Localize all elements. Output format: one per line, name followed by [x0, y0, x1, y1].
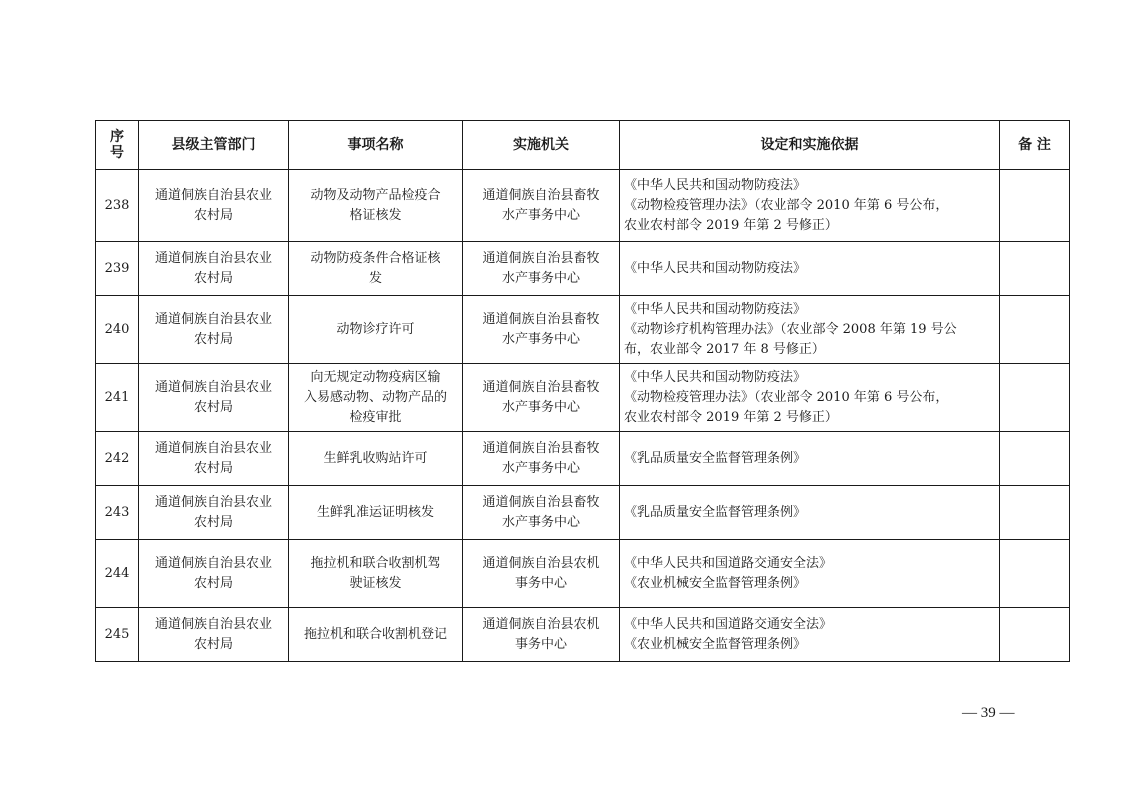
header-remark: 备 注 [1000, 121, 1070, 170]
cell-dept [139, 432, 289, 486]
cell-dept-line: 农村局 [193, 460, 233, 476]
cell-agency-line: 通道侗族自治县畜牧 [482, 494, 600, 510]
cell-item-line: 入易感动物、动物产品的 [303, 389, 447, 405]
cell-agency [463, 608, 620, 662]
cell-dept-line: 农村局 [193, 514, 233, 530]
cell-agency [463, 540, 620, 608]
cell-dept-line: 农村局 [193, 575, 233, 591]
cell-basis [620, 296, 1000, 364]
header-agency: 实施机关 [463, 121, 620, 170]
cell-seq: 238 [96, 170, 139, 242]
cell-item-line: 动物防疫条件合格证核 [310, 250, 441, 266]
cell-seq: 244 [96, 540, 139, 608]
cell-dept-line: 通道侗族自治县农业 [154, 187, 272, 203]
table-row [96, 486, 1070, 540]
cell-remark [1000, 432, 1070, 486]
cell-dept-line: 通道侗族自治县农业 [154, 440, 272, 456]
cell-agency-line: 通道侗族自治县农机 [482, 616, 600, 632]
cell-dept-line: 农村局 [193, 331, 233, 347]
cell-item-line: 拖拉机和联合收割机驾 [310, 555, 441, 571]
cell-dept-line: 农村局 [193, 399, 233, 415]
cell-basis-line: 《中华人民共和国道路交通安全法》 [624, 555, 833, 571]
table-row [96, 364, 1070, 432]
cell-dept-line: 通道侗族自治县农业 [154, 379, 272, 395]
cell-item-line: 动物及动物产品检疫合 [310, 187, 441, 203]
cell-basis-line: 《中华人民共和国道路交通安全法》 [624, 616, 833, 632]
cell-dept-line: 农村局 [193, 636, 233, 652]
header-item: 事项名称 [289, 121, 463, 170]
table-row [96, 296, 1070, 364]
cell-basis-line: 布，农业部令 2017 年 8 号修正） [624, 341, 825, 357]
cell-agency-line: 通道侗族自治县畜牧 [482, 311, 600, 327]
cell-item-line: 发 [368, 270, 382, 286]
cell-dept-line: 农村局 [193, 270, 233, 286]
cell-agency-line: 水产事务中心 [501, 331, 580, 347]
cell-agency-line: 水产事务中心 [501, 514, 580, 530]
table-row [96, 608, 1070, 662]
cell-basis-line: 《农业机械安全监督管理条例》 [624, 575, 807, 591]
cell-seq: 239 [96, 242, 139, 296]
cell-item [289, 486, 463, 540]
cell-agency-line: 事务中心 [514, 575, 567, 591]
cell-item-line: 检疫审批 [349, 409, 402, 425]
cell-dept-line: 通道侗族自治县农业 [154, 250, 272, 266]
items-table [95, 120, 1070, 662]
cell-item [289, 242, 463, 296]
cell-dept [139, 242, 289, 296]
cell-agency [463, 170, 620, 242]
cell-basis [620, 540, 1000, 608]
cell-basis-line: 农业农村部令 2019 年第 2 号修正） [624, 409, 838, 425]
cell-dept-line: 通道侗族自治县农业 [154, 555, 272, 571]
cell-remark [1000, 486, 1070, 540]
cell-basis [620, 364, 1000, 432]
cell-seq: 245 [96, 608, 139, 662]
cell-item [289, 296, 463, 364]
cell-item-line: 生鲜乳收购站许可 [323, 450, 428, 466]
cell-basis-line: 《动物检疫管理办法》（农业部令 2010 年第 6 号公布， [624, 197, 949, 213]
cell-basis-line: 《乳品质量安全监督管理条例》 [624, 504, 807, 520]
cell-item [289, 364, 463, 432]
cell-basis-line: 《中华人民共和国动物防疫法》 [624, 301, 807, 317]
cell-dept [139, 296, 289, 364]
cell-agency [463, 486, 620, 540]
cell-basis [620, 242, 1000, 296]
table-row [96, 540, 1070, 608]
cell-agency-line: 通道侗族自治县畜牧 [482, 379, 600, 395]
cell-basis-line: 农业农村部令 2019 年第 2 号修正） [624, 217, 838, 233]
cell-agency-line: 通道侗族自治县畜牧 [482, 187, 600, 203]
cell-remark [1000, 540, 1070, 608]
cell-basis-line: 《中华人民共和国动物防疫法》 [624, 369, 807, 385]
table-row [96, 170, 1070, 242]
page-number: — 39 — [962, 705, 1015, 721]
cell-remark [1000, 364, 1070, 432]
table-body [96, 170, 1070, 662]
cell-item [289, 540, 463, 608]
cell-basis-line: 《中华人民共和国动物防疫法》 [624, 260, 807, 276]
cell-agency-line: 水产事务中心 [501, 399, 580, 415]
cell-item-line: 拖拉机和联合收割机登记 [303, 626, 447, 642]
cell-basis [620, 486, 1000, 540]
cell-dept [139, 486, 289, 540]
cell-agency-line: 水产事务中心 [501, 270, 580, 286]
cell-basis [620, 170, 1000, 242]
cell-remark [1000, 170, 1070, 242]
cell-item [289, 608, 463, 662]
cell-agency [463, 296, 620, 364]
cell-agency-line: 事务中心 [514, 636, 567, 652]
header-dept: 县级主管部门 [139, 121, 289, 170]
cell-basis-line: 《动物检疫管理办法》（农业部令 2010 年第 6 号公布， [624, 389, 949, 405]
table-row [96, 432, 1070, 486]
cell-basis-line: 《乳品质量安全监督管理条例》 [624, 450, 807, 466]
cell-agency-line: 通道侗族自治县畜牧 [482, 440, 600, 456]
cell-agency [463, 432, 620, 486]
cell-basis-line: 《中华人民共和国动物防疫法》 [624, 177, 807, 193]
cell-item [289, 432, 463, 486]
cell-agency [463, 242, 620, 296]
cell-item-line: 格证核发 [349, 207, 402, 223]
header-seq: 序号 [96, 121, 139, 170]
cell-dept [139, 540, 289, 608]
cell-remark [1000, 296, 1070, 364]
cell-seq: 241 [96, 364, 139, 432]
cell-seq: 242 [96, 432, 139, 486]
table-row [96, 242, 1070, 296]
cell-item-line: 生鲜乳准运证明核发 [316, 504, 434, 520]
cell-remark [1000, 608, 1070, 662]
table-header-row [96, 121, 1070, 170]
cell-agency-line: 水产事务中心 [501, 207, 580, 223]
cell-item-line: 向无规定动物疫病区输 [310, 369, 441, 385]
cell-agency-line: 通道侗族自治县农机 [482, 555, 600, 571]
cell-dept [139, 608, 289, 662]
cell-dept [139, 170, 289, 242]
cell-item-line: 动物诊疗许可 [336, 321, 415, 337]
header-basis: 设定和实施依据 [620, 121, 1000, 170]
cell-agency-line: 水产事务中心 [501, 460, 580, 476]
cell-dept-line: 农村局 [193, 207, 233, 223]
cell-agency [463, 364, 620, 432]
cell-remark [1000, 242, 1070, 296]
cell-seq: 240 [96, 296, 139, 364]
cell-basis-line: 《农业机械安全监督管理条例》 [624, 636, 807, 652]
cell-dept [139, 364, 289, 432]
cell-item-line: 驶证核发 [349, 575, 402, 591]
cell-dept-line: 通道侗族自治县农业 [154, 494, 272, 510]
cell-agency-line: 通道侗族自治县畜牧 [482, 250, 600, 266]
cell-basis [620, 608, 1000, 662]
cell-dept-line: 通道侗族自治县农业 [154, 311, 272, 327]
cell-dept-line: 通道侗族自治县农业 [154, 616, 272, 632]
cell-basis [620, 432, 1000, 486]
cell-seq: 243 [96, 486, 139, 540]
cell-item [289, 170, 463, 242]
cell-basis-line: 《动物诊疗机构管理办法》（农业部令 2008 年第 19 号公 [624, 321, 957, 337]
